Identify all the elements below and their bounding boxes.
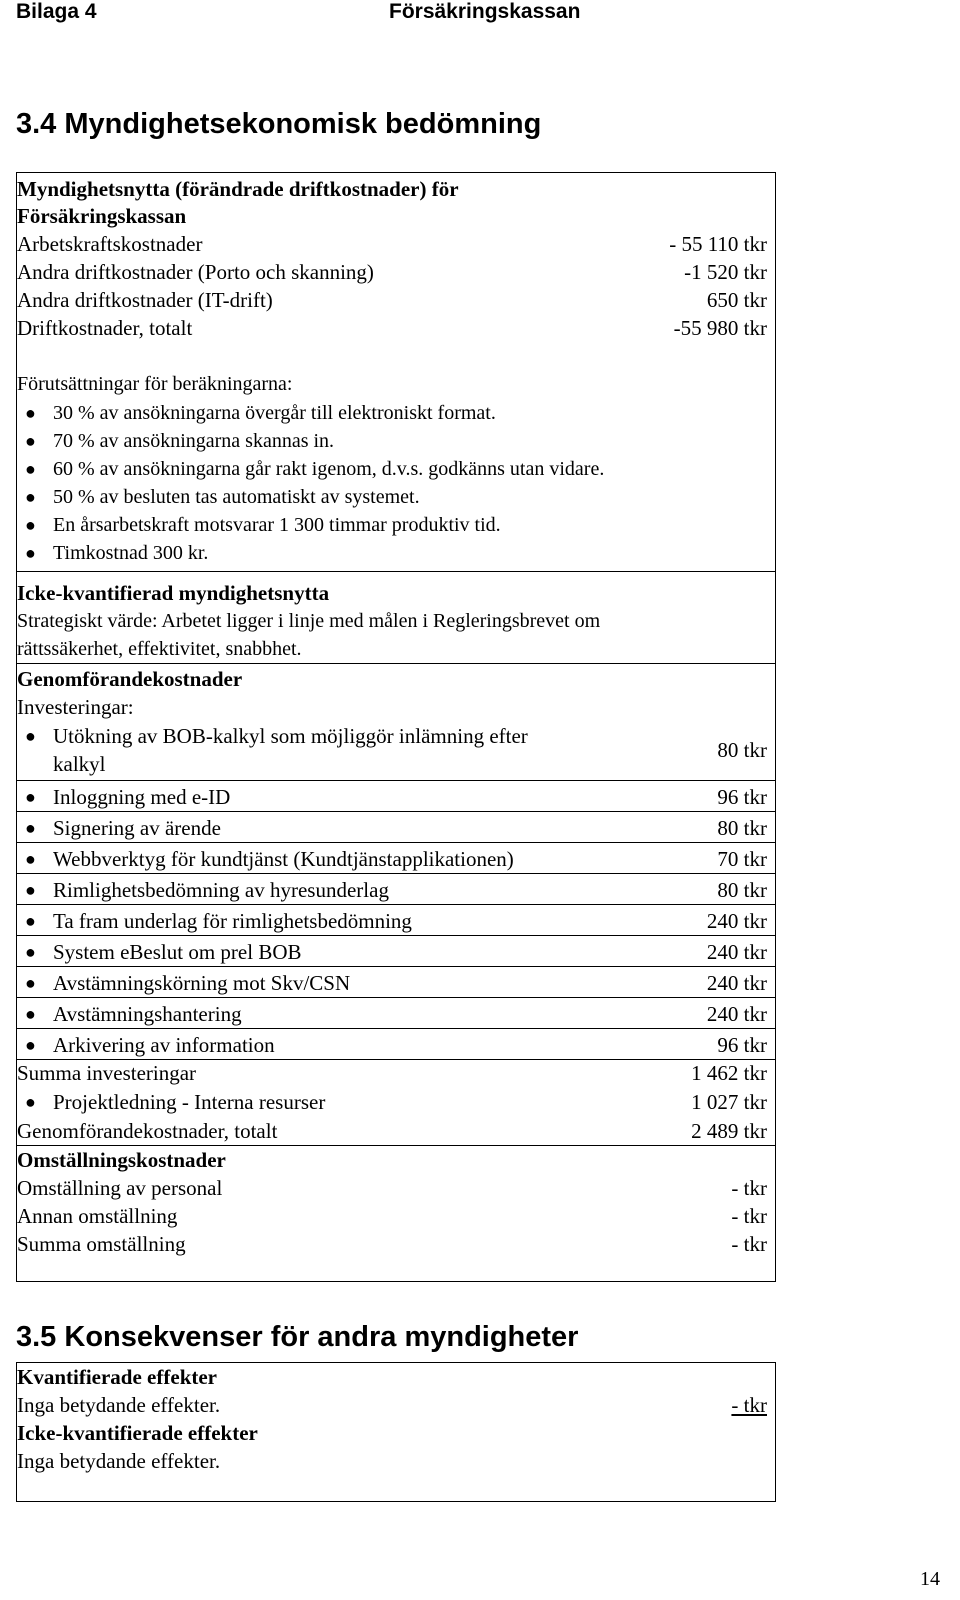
header-appendix: Bilaga 4 (16, 0, 97, 23)
bullet-icon: ● (25, 459, 36, 479)
bullet-icon: ● (25, 403, 36, 423)
omstallning-row: Omställning av personal - tkr (17, 1176, 767, 1200)
cost-row: Arbetskraftskostnader - 55 110 tkr (17, 232, 767, 256)
cost-row: Andra driftkostnader (Porto och skanning) -1 520 tkr (17, 260, 767, 284)
investment-item: ● Arkivering av information 96 tkr (17, 1030, 775, 1061)
divider (17, 935, 775, 936)
assumptions-title: Förutsättningar för beräkningarna: (17, 373, 293, 395)
other-agencies-box (16, 1362, 776, 1502)
icke-kvantifierade-title: Icke-kvantifierade effekter (17, 1421, 258, 1445)
divider (17, 904, 775, 905)
bullet-icon: ● (25, 515, 36, 535)
divider (17, 842, 775, 843)
genomforande-totalt-row: Genomförandekostnader, totalt 2 489 tkr (17, 1119, 767, 1143)
investment-item: ● Signering av ärende 80 tkr (17, 813, 775, 844)
bullet-icon: ● (25, 818, 36, 838)
investment-item: ● Utökning av BOB-kalkyl som möjliggör inlämning efter (17, 721, 775, 752)
icke-kvantifierade-text: Inga betydande effekter. (17, 1449, 221, 1473)
bullet-icon: ● (25, 431, 36, 451)
investment-item: ● Webbverktyg för kundtjänst (Kundtjänstapplikationen) 70 tkr (17, 844, 775, 875)
divider (17, 873, 775, 874)
divider (17, 997, 775, 998)
section-heading-3-5: 3.5 Konsekvenser för andra myndigheter (16, 1321, 579, 1353)
assumption-item: ● Timkostnad 300 kr. (17, 539, 775, 567)
bullet-icon: ● (25, 726, 36, 746)
assumption-item: ● 60 % av ansökningarna går rakt igenom, d.v.s. godkänns utan vidare. (17, 455, 775, 483)
investment-item: ● Inloggning med e-ID 96 tkr (17, 782, 775, 813)
cost-assessment-box (16, 172, 776, 1282)
bullet-icon: ● (25, 1092, 36, 1112)
assumption-item: ● 30 % av ansökningarna övergår till elektroniskt format. (17, 399, 775, 427)
bullet-icon: ● (25, 1004, 36, 1024)
assumption-item: ● 50 % av besluten tas automatiskt av systemet. (17, 483, 775, 511)
divider (17, 966, 775, 967)
bullet-icon: ● (25, 911, 36, 931)
assumption-item: ● 70 % av ansökningarna skannas in. (17, 427, 775, 455)
bullet-icon: ● (25, 849, 36, 869)
kvantifierade-title: Kvantifierade effekter (17, 1365, 218, 1389)
bullet-icon: ● (25, 973, 36, 993)
projektledning-row: ● Projektledning - Interna resurser 1 027 tkr (17, 1087, 775, 1118)
divider (17, 780, 775, 781)
bullet-icon: ● (25, 880, 36, 900)
icke-kvantifierad-text-1: Strategiskt värde: Arbetet ligger i linje med målen i Regleringsbrevet om (17, 610, 601, 632)
header-agency: Försäkringskassan (389, 0, 581, 23)
divider (17, 811, 775, 812)
page-number: 14 (920, 1568, 940, 1590)
investment-item: ● Rimlighetsbedömning av hyresunderlag 80 tkr (17, 875, 775, 906)
investment-item: ● Avstämningskörning mot Skv/CSN 240 tkr (17, 968, 775, 999)
bullet-icon: ● (25, 543, 36, 563)
summa-omstallning-row: Summa omställning - tkr (17, 1232, 767, 1256)
icke-kvantifierad-title: Icke-kvantifierad myndighetsnytta (17, 581, 330, 605)
cost-row: Andra driftkostnader (IT-drift) 650 tkr (17, 288, 767, 312)
omstallning-row: Annan omställning - tkr (17, 1204, 767, 1228)
myndighetsnytta-title-2: Försäkringskassan (17, 204, 187, 228)
investeringar-label: Investeringar: (17, 695, 134, 719)
myndighetsnytta-title-1: Myndighetsnytta (förändrade driftkostnader) för (17, 177, 459, 201)
investment-item: ● System eBeslut om prel BOB 240 tkr (17, 937, 775, 968)
page-header (16, 0, 916, 28)
divider (17, 1028, 775, 1029)
investment-item-value: 80 tkr (717, 738, 767, 762)
bullet-icon: ● (25, 1035, 36, 1055)
cost-row-total: Driftkostnader, totalt -55 980 tkr (17, 316, 767, 340)
kvantifierade-row: Inga betydande effekter. - tkr (17, 1393, 767, 1417)
bullet-icon: ● (25, 942, 36, 962)
divider (17, 571, 775, 572)
bullet-icon: ● (25, 487, 36, 507)
investment-item: ● Avstämningshantering 240 tkr (17, 999, 775, 1030)
icke-kvantifierad-text-2: rättssäkerhet, effektivitet, snabbhet. (17, 638, 302, 660)
section-heading-3-4: 3.4 Myndighetsekonomisk bedömning (16, 108, 542, 140)
investment-item: ● Ta fram underlag för rimlighetsbedömning 240 tkr (17, 906, 775, 937)
genomforande-title: Genomförandekostnader (17, 667, 243, 691)
divider (17, 663, 775, 664)
omstallning-title: Omställningskostnader (17, 1148, 226, 1172)
summa-investeringar-row: Summa investeringar 1 462 tkr (17, 1061, 767, 1085)
assumption-item: ● En årsarbetskraft motsvarar 1 300 timmar produktiv tid. (17, 511, 775, 539)
investment-item-cont: kalkyl (53, 752, 106, 776)
bullet-icon: ● (25, 787, 36, 807)
